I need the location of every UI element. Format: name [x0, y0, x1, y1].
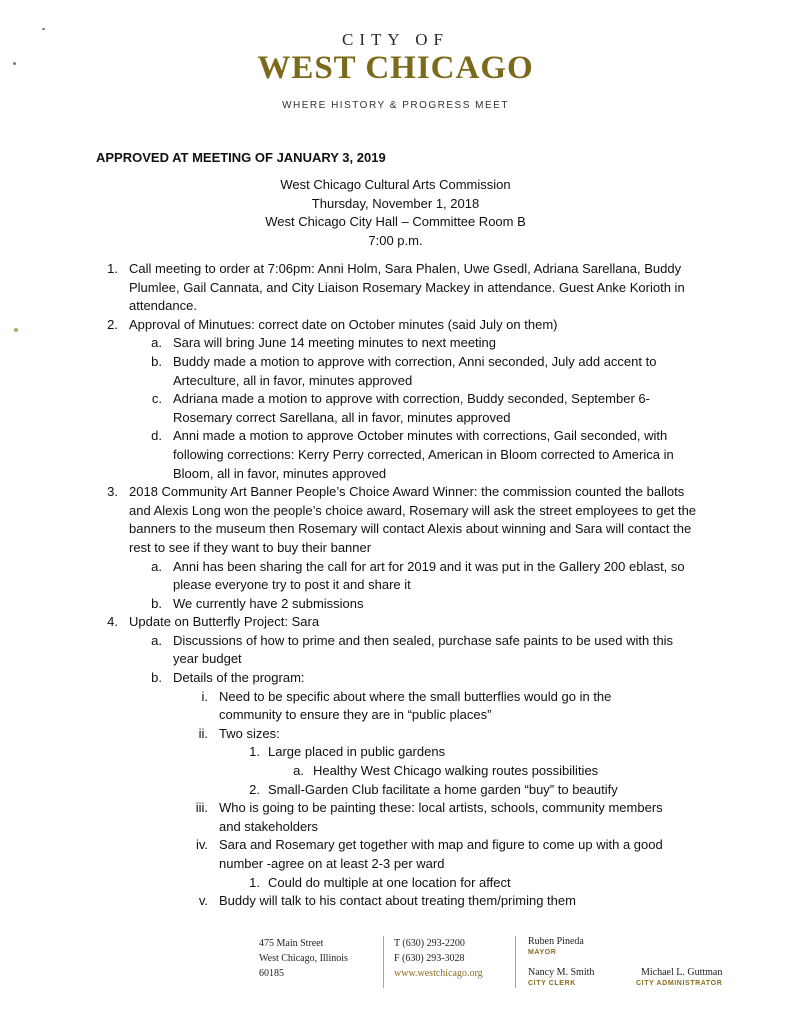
letterhead-tagline: WHERE HISTORY & PROGRESS MEET	[282, 100, 509, 111]
sub-item-text: Buddy made a motion to approve with correction, Anni seconded, July add accent to Arteculture, all in favor, minutes approved	[173, 353, 657, 388]
mayor-title: MAYOR	[528, 949, 557, 956]
agenda-item-text: Update on Butterfly Project: Sara	[129, 614, 320, 630]
list-marker: 3.	[107, 484, 118, 500]
footer-website-link[interactable]: www.westchicago.org	[394, 968, 483, 979]
detail-item	[0, 799, 791, 836]
sub-item	[0, 669, 791, 688]
footer-divider	[383, 936, 384, 988]
agenda-item-text: Call meeting to order at 7:06pm: Anni Holm, Sara Phalen, Uwe Gsedl, Adriana Sarellana, Buddy Plumlee, Gail Cannata, and City Liaison Rosemary Mackey in attendance. Guest Anke Korioth in attendance.	[129, 261, 685, 314]
letterhead	[0, 30, 791, 111]
letterhead-footer	[0, 936, 791, 996]
sub-item	[0, 595, 791, 614]
list-marker: 2.	[107, 316, 118, 332]
sub-item-text: Anni made a motion to approve October minutes with corrections, Gail seconded, with following corrections: Kerry Perry corrected, American in Bloom corrected to America in Bloom, all in favor, minutes approved	[173, 428, 674, 481]
detail-item-text: Two sizes:	[219, 725, 280, 741]
detail-item	[0, 836, 791, 873]
detail-item-text: Need to be specific about where the small butterflies would go in the community to ensure they are in “public places”	[219, 688, 612, 723]
administrator-name: Michael L. Guttman	[641, 967, 723, 978]
list-marker: iv.	[195, 837, 208, 853]
footer-fax: F (630) 293-3028	[394, 953, 465, 964]
address-city: West Chicago, Illinois	[259, 953, 348, 964]
list-marker: 1.	[249, 744, 260, 760]
size-item	[0, 874, 791, 893]
approved-line: APPROVED AT MEETING OF JANUARY 3, 2019	[96, 150, 386, 165]
meeting-location: West Chicago City Hall – Committee Room B	[265, 214, 526, 229]
list-marker: 2.	[249, 781, 260, 797]
list-marker: 4.	[107, 614, 118, 630]
sub-item	[0, 390, 791, 427]
size-item-text: Could do multiple at one location for affect	[268, 874, 511, 890]
detail-item	[0, 688, 791, 725]
mayor-name: Ruben Pineda	[528, 936, 584, 947]
list-marker: a.	[293, 763, 304, 779]
footer-contact	[394, 936, 483, 981]
list-marker: c.	[151, 391, 162, 407]
list-marker: a.	[151, 335, 162, 351]
detail-item-text: Who is going to be painting these: local artists, schools, community members and stakeholders	[219, 800, 663, 834]
agenda-item-text: Approval of Minutues: correct date on October minutes (said July on them)	[129, 316, 558, 332]
sub-item	[0, 427, 791, 483]
detail-item	[0, 725, 791, 744]
mayor-block	[528, 936, 584, 958]
agenda-item-2	[0, 316, 791, 335]
address-zip: 60185	[259, 968, 284, 979]
list-marker: b.	[151, 353, 162, 369]
minutes-list	[0, 260, 791, 911]
sub-item	[0, 558, 791, 595]
list-marker: a.	[151, 558, 162, 574]
meeting-name: West Chicago Cultural Arts Commission	[280, 177, 511, 192]
list-marker: d.	[151, 428, 162, 444]
sub-item-text: We currently have 2 submissions	[173, 595, 364, 611]
sub-item-text: Discussions of how to prime and then sealed, purchase safe paints to be used with this year budget	[173, 632, 674, 667]
detail-item-text: Buddy will talk to his contact about treating them/priming them	[219, 893, 576, 909]
agenda-item-4	[0, 613, 791, 632]
detail-item	[0, 892, 791, 911]
list-marker: b.	[151, 595, 162, 611]
sub-item-text: Anni has been sharing the call for art for 2019 and it was put in the Gallery 200 eblast, so please everyone try to post it and share it	[173, 558, 685, 593]
size-item	[0, 743, 791, 762]
size-item-text: Large placed in public gardens	[268, 744, 446, 760]
size-item	[0, 781, 791, 800]
list-marker: ii.	[198, 725, 208, 741]
sub-item-text: Sara will bring June 14 meeting minutes to next meeting	[173, 335, 497, 351]
agenda-item-3	[0, 483, 791, 557]
size-sub-item-text: Healthy West Chicago walking routes possibilities	[313, 763, 599, 779]
meeting-time: 7:00 p.m.	[368, 232, 423, 248]
list-marker: 1.	[107, 261, 118, 276]
sub-item	[0, 334, 791, 353]
sub-item	[0, 632, 791, 669]
clerk-name: Nancy M. Smith	[528, 967, 595, 978]
list-marker: i.	[201, 688, 208, 704]
sub-item-text: Adriana made a motion to approve with correction, Buddy seconded, September 6- Rosemary correct Sarellana, all in favor, minutes approved	[173, 391, 650, 425]
letterhead-city-of: CITY OF	[341, 30, 449, 49]
size-sub-item	[0, 762, 791, 781]
meeting-date: Thursday, November 1, 2018	[311, 195, 480, 211]
size-item-text: Small-Garden Club facilitate a home garden “buy” to beautify	[268, 781, 618, 797]
address-street: 475 Main Street	[259, 938, 324, 949]
administrator-block	[636, 967, 722, 989]
sub-item-text: Details of the program:	[173, 670, 305, 686]
sub-item	[0, 353, 791, 390]
footer-address	[259, 936, 348, 981]
list-marker: v.	[198, 893, 208, 909]
meeting-heading	[0, 176, 791, 250]
list-marker: 1.	[249, 874, 260, 890]
list-marker: b.	[151, 670, 162, 686]
clerk-title: CITY CLERK	[528, 980, 576, 987]
list-marker: a.	[151, 632, 162, 648]
administrator-title: CITY ADMINISTRATOR	[636, 980, 723, 987]
footer-divider	[515, 936, 516, 988]
footer-phone: T (630) 293-2200	[394, 938, 465, 949]
detail-item-text: Sara and Rosemary get together with map and figure to come up with a good number -agree on at least 2-3 per ward	[219, 837, 663, 871]
agenda-item-text: 2018 Community Art Banner People’s Choice Award Winner: the commission counted the ballots and Alexis Long won the people’s choice award, Rosemary will ask the street employees to get the banners to the museum then Rosemary will contact Alexis about winning and Sara will contact the rest to see if they want to buy their banner	[129, 484, 697, 555]
letterhead-city-name: WEST CHICAGO	[257, 50, 534, 86]
list-marker: iii.	[195, 800, 208, 816]
clerk-block	[528, 967, 594, 989]
agenda-item-1	[0, 260, 791, 316]
